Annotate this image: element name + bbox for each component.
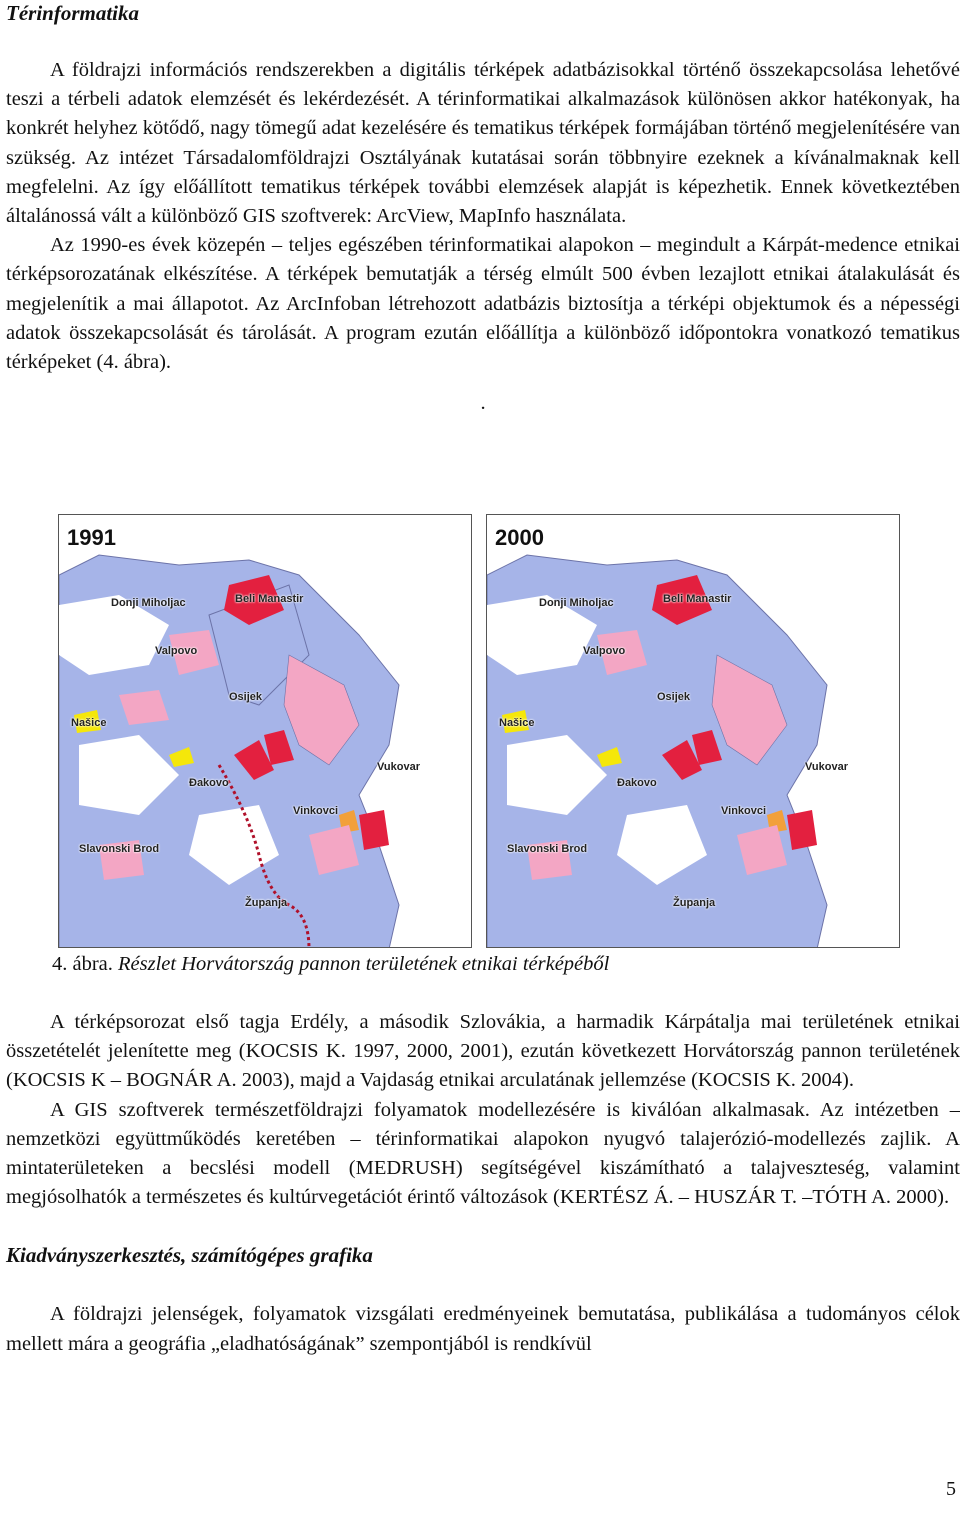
map-1991 [58, 514, 472, 948]
town-label: Županja [245, 897, 288, 909]
figure-caption-text: Részlet Horvátország pannon területének etnikai térképéből [118, 953, 610, 975]
map-2000 [486, 514, 900, 948]
town-label: Slavonski Brod [79, 843, 160, 855]
town-label: Slavonski Brod [507, 843, 588, 855]
paragraph: A térképsorozat első tagja Erdély, a második Szlovákia, a harmadik Kárpátalja mai területének etnikai összetételét jelenítette meg (KOCSIS K. 1997, 2000, 2001), ezután következett Horvátország pannon területének (KOCSIS K – BOGNÁR A. 2003), majd a Vajdaság etnikai arculatának jellemzése (KOCSIS K. 2004). [6, 1011, 960, 1092]
town-label: Beli Manastir [235, 593, 304, 605]
town-label: Našice [71, 717, 107, 729]
paragraph: A GIS szoftverek természetföldrajzi folyamatok modellezésére is kiválóan alkalmasak. Az intézetben – nemzetközi együttműködés keretében – térinformatikai alapokon nyugvó talajerózió-modellezés zajlik. A mintaterületeken a becslési modell (MEDRUSH) segítségével kiszámítható a talajveszteség, valamint megjósolhatók a természetes és kultúrvegetációt érintő változások (KERTÉSZ Á. – HUSZÁR T. –TÓTH A. 2000). [6, 1098, 960, 1209]
section-heading-terinformatika: Térinformatika [6, 1, 140, 25]
town-label: Valpovo [155, 645, 198, 657]
paragraph: A földrajzi információs rendszerekben a digitális térképek adatbázisokkal történő összekapcsolása lehetővé teszi a térbeli adatok elemzését és lekérdezését. A térinformatikai alkalmazások különösen akkor hatékonyak, ha konkrét helyhez kötődő, nagy tömegű adat kezelésére és tematikus térképek formájában történő megjelenítésére van szükség. Az intézet Társadalomföldrajzi Osztályának kutatásai során többnyire ezeknek a kívánalmaknak kell megfelelni. Az így előállított tematikus térképek további elemzések alapját is képezhetik. Ennek következtében általánossá vált a különböző GIS szoftverek: ArcView, MapInfo használata. [6, 59, 960, 228]
town-label: Našice [499, 717, 535, 729]
town-label: Vukovar [805, 761, 849, 773]
ethnic-map-figure [58, 514, 900, 948]
section-heading-kiadvanyszerkesztes: Kiadványszerkesztés, számítógépes grafika [6, 1243, 373, 1268]
town-label: Đakovo [617, 777, 657, 789]
town-label: Donji Miholjac [111, 597, 186, 609]
stray-dot: . [480, 392, 486, 415]
town-label: Vinkovci [721, 805, 767, 817]
document-page [6, 0, 960, 413]
map-year-label: 1991 [67, 525, 116, 550]
town-label: Vinkovci [293, 805, 339, 817]
map-2000-graphic [487, 515, 900, 948]
map-1991-graphic [59, 515, 472, 948]
paragraph: Az 1990-es évek közepén – teljes egészében térinformatikai alapokon – megindult a Kárpát-medence etnikai térképsorozatának elkészítése. A térképek bemutatják a térség elmúlt 500 évben lezajlott etnikai átalakulását és megjelenítik a mai állapotot. Az ArcInfoban létrehozott adatbázis biztosítja a térképi objektumok és a népességi adatok összekapcsolását és tárolását. A program ezután előállítja a különböző időpontokra vonatkozó tematikus térképeket (4. ábra). [6, 234, 960, 374]
town-label: Valpovo [583, 645, 626, 657]
figure-caption [52, 953, 609, 976]
town-label: Đakovo [189, 777, 229, 789]
town-label: Beli Manastir [663, 593, 732, 605]
paragraph: A földrajzi jelenségek, folyamatok vizsgálati eredményeinek bemutatása, publikálása a tudományos célok mellett mára a geográfia „eladhatóságának” szempontjából is rendkívül [6, 1303, 960, 1355]
town-label: Osijek [229, 691, 263, 703]
page-number: 5 [946, 1478, 956, 1500]
town-label: Županja [673, 897, 716, 909]
figure-caption-number: 4. ábra. [52, 953, 113, 975]
document-page-lower [6, 1008, 960, 1359]
town-label: Vukovar [377, 761, 421, 773]
town-label: Donji Miholjac [539, 597, 614, 609]
town-label: Osijek [657, 691, 691, 703]
map-year-label: 2000 [495, 525, 544, 550]
